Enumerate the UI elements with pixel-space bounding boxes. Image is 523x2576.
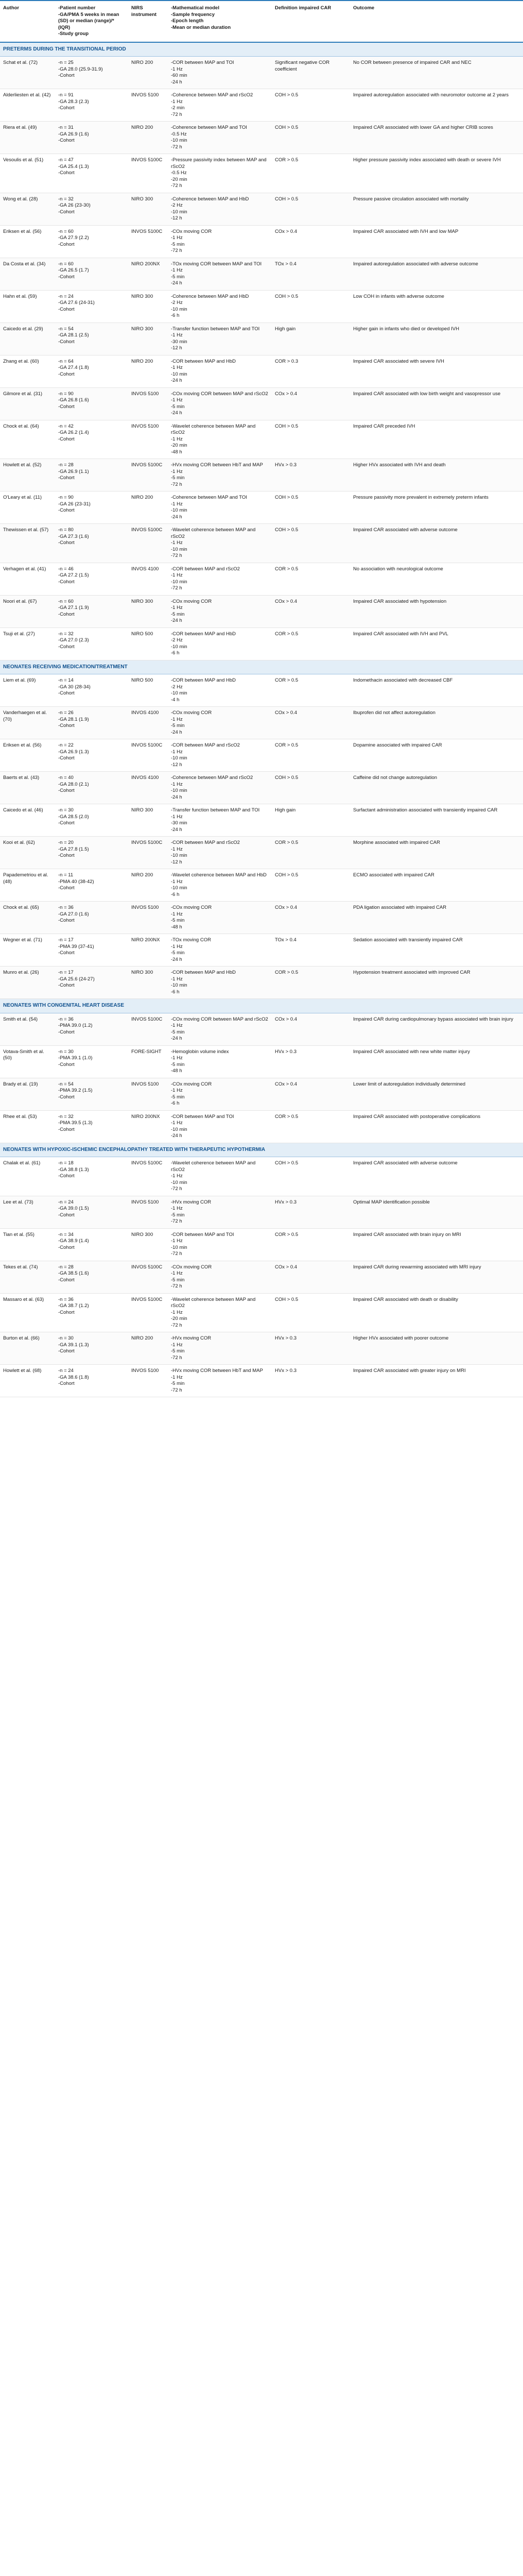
cell-outcome: Indomethacin associated with decreased CBF	[350, 674, 523, 707]
cell-outcome: Pressure passive circulation associated with mortality	[350, 193, 523, 225]
cell-nirs-instrument: NIRO 200	[128, 492, 168, 524]
cell-patients: -n = 32 -PMA 39.5 (1.3) -Cohort	[55, 1110, 128, 1143]
cell-outcome: Impaired CAR preceded IVH	[350, 420, 523, 459]
cell-author: Smith et al. (54)	[0, 1013, 55, 1045]
cell-outcome: Impaired CAR associated with postoperative complications	[350, 1110, 523, 1143]
cell-nirs-instrument: INVOS 5100C	[128, 1261, 168, 1293]
cell-nirs-instrument: NIRO 200NX	[128, 258, 168, 290]
cell-author: Caicedo et al. (29)	[0, 323, 55, 355]
cell-patients: -n = 11 -PMA 40 (38-42) -Cohort	[55, 869, 128, 902]
cell-nirs-instrument: INVOS 5100	[128, 420, 168, 459]
cell-impaired-car-definition: HVx > 0.3	[272, 1045, 350, 1078]
cell-mathematical-model: -COx moving COR -1 Hz -5 min -72 h	[168, 225, 272, 258]
cell-mathematical-model: -COR between MAP and HbD -1 Hz -10 min -6 h	[168, 967, 272, 999]
cell-impaired-car-definition: COH > 0.5	[272, 290, 350, 323]
cell-outcome: Impaired CAR associated with brain injury on MRI	[350, 1228, 523, 1261]
cell-patients: -n = 36 -PMA 39.0 (1.2) -Cohort	[55, 1013, 128, 1045]
table-row	[0, 1110, 523, 1143]
cell-nirs-instrument: NIRO 200	[128, 1332, 168, 1365]
cell-patients: -n = 42 -GA 26.2 (1.4) -Cohort	[55, 420, 128, 459]
cell-mathematical-model: -COR between MAP and TOI -1 Hz -10 min -24 h	[168, 1110, 272, 1143]
cell-outcome: Impaired CAR associated with severe IVH	[350, 355, 523, 387]
cell-impaired-car-definition: TOx > 0.4	[272, 258, 350, 290]
cell-patients: -n = 46 -GA 27.2 (1.5) -Cohort	[55, 563, 128, 595]
cell-mathematical-model: -Coherence between MAP and TOI -1 Hz -10 min -24 h	[168, 492, 272, 524]
cell-mathematical-model: -Hemoglobin volume index -1 Hz -5 min -48 h	[168, 1045, 272, 1078]
cell-impaired-car-definition: COH > 0.5	[272, 193, 350, 225]
table-header	[0, 1, 523, 42]
cell-nirs-instrument: NIRO 500	[128, 628, 168, 660]
cell-patients: -n = 20 -GA 27.8 (1.5) -Cohort	[55, 837, 128, 869]
cell-patients: -n = 24 -GA 27.6 (24-31) -Cohort	[55, 290, 128, 323]
cell-patients: -n = 60 -GA 26.5 (1.7) -Cohort	[55, 258, 128, 290]
header-impaired-car-definition: Definition impaired CAR	[272, 1, 350, 42]
cell-mathematical-model: -COR between MAP and TOI -1 Hz -60 min -24 h	[168, 57, 272, 89]
cell-patients: -n = 36 -GA 38.7 (1.2) -Cohort	[55, 1293, 128, 1332]
cell-mathematical-model: -Coherence between MAP and TOI -0.5 Hz -10 min -72 h	[168, 122, 272, 154]
cell-nirs-instrument: INVOS 5100C	[128, 1013, 168, 1045]
cell-outcome: Impaired CAR associated with death or disability	[350, 1293, 523, 1332]
cell-impaired-car-definition: COx > 0.4	[272, 387, 350, 420]
cell-mathematical-model: -HVx moving COR between HbT and MAP -1 Hz -5 min -72 h	[168, 1365, 272, 1397]
cell-outcome: Higher HVx associated with poorer outcome	[350, 1332, 523, 1365]
cell-nirs-instrument: NIRO 300	[128, 804, 168, 837]
cell-nirs-instrument: NIRO 300	[128, 967, 168, 999]
cell-outcome: Ibuprofen did not affect autoregulation	[350, 707, 523, 739]
cell-author: Votava-Smith et al. (50)	[0, 1045, 55, 1078]
cell-patients: -n = 64 -GA 27.4 (1.8) -Cohort	[55, 355, 128, 387]
cell-author: Kooi et al. (62)	[0, 837, 55, 869]
cell-impaired-car-definition: TOx > 0.4	[272, 934, 350, 967]
cell-mathematical-model: -Coherence between MAP and rScO2 -1 Hz -2 min -72 h	[168, 89, 272, 122]
cell-author: Tsuji et al. (27)	[0, 628, 55, 660]
cell-author: Massaro et al. (63)	[0, 1293, 55, 1332]
cell-patients: -n = 25 -GA 28.0 (25.9-31.9) -Cohort	[55, 57, 128, 89]
cell-impaired-car-definition: COx > 0.4	[272, 1013, 350, 1045]
cell-outcome: Surfactant administration associated with transiently impaired CAR	[350, 804, 523, 837]
cell-patients: -n = 18 -GA 38.8 (1.3) -Cohort	[55, 1157, 128, 1196]
cell-nirs-instrument: INVOS 5100	[128, 902, 168, 934]
cell-outcome: Impaired CAR associated with adverse outcome	[350, 524, 523, 563]
table-row	[0, 1078, 523, 1110]
header-nirs-instrument: NIRS instrument	[128, 1, 168, 42]
table-row	[0, 1196, 523, 1228]
cell-nirs-instrument: INVOS 5100C	[128, 837, 168, 869]
cell-patients: -n = 40 -GA 28.0 (2.1) -Cohort	[55, 772, 128, 804]
cell-author: Hahn et al. (59)	[0, 290, 55, 323]
cell-author: Wegner et al. (71)	[0, 934, 55, 967]
cell-patients: -n = 30 -GA 39.1 (1.3) -Cohort	[55, 1332, 128, 1365]
cell-mathematical-model: -COx moving COR between MAP and rScO2 -1 Hz -5 min -24 h	[168, 1013, 272, 1045]
cell-nirs-instrument: INVOS 5100	[128, 89, 168, 122]
cell-nirs-instrument: INVOS 4100	[128, 563, 168, 595]
cell-mathematical-model: -COx moving COR -1 Hz -5 min -24 h	[168, 595, 272, 628]
cell-nirs-instrument: NIRO 200	[128, 355, 168, 387]
cell-mathematical-model: -TOx moving COR between MAP and TOI -1 Hz -5 min -24 h	[168, 258, 272, 290]
cell-patients: -n = 90 -GA 26 (23-31) -Cohort	[55, 492, 128, 524]
cell-author: Vesoulis et al. (51)	[0, 154, 55, 193]
cell-impaired-car-definition: COH > 0.5	[272, 1293, 350, 1332]
cell-nirs-instrument: NIRO 200NX	[128, 934, 168, 967]
cell-patients: -n = 34 -GA 38.9 (1.4) -Cohort	[55, 1228, 128, 1261]
cell-outcome: Impaired CAR associated with greater injury on MRI	[350, 1365, 523, 1397]
cell-author: Howlett et al. (68)	[0, 1365, 55, 1397]
cell-mathematical-model: -COR between MAP and TOI -1 Hz -10 min -72 h	[168, 1228, 272, 1261]
cell-impaired-car-definition: COR > 0.5	[272, 739, 350, 772]
cell-nirs-instrument: NIRO 200	[128, 122, 168, 154]
cell-mathematical-model: -COR between MAP and rScO2 -1 Hz -10 min -12 h	[168, 739, 272, 772]
cell-impaired-car-definition: COH > 0.5	[272, 122, 350, 154]
cell-outcome: Impaired CAR associated with low birth weight and vasopressor use	[350, 387, 523, 420]
table-row	[0, 1228, 523, 1261]
section-title: NEONATES WITH CONGENITAL HEART DISEASE	[0, 999, 523, 1013]
table-row	[0, 934, 523, 967]
cell-outcome: Hypotension treatment associated with improved CAR	[350, 967, 523, 999]
cell-patients: -n = 31 -GA 26.9 (1.6) -Cohort	[55, 122, 128, 154]
cell-outcome: Impaired autoregulation associated with adverse outcome	[350, 258, 523, 290]
cell-nirs-instrument: INVOS 4100	[128, 772, 168, 804]
cell-nirs-instrument: INVOS 5100	[128, 1078, 168, 1110]
cell-impaired-car-definition: COH > 0.5	[272, 869, 350, 902]
cell-outcome: PDA ligation associated with impaired CAR	[350, 902, 523, 934]
cell-mathematical-model: -Transfer function between MAP and TOI -1 Hz -30 min -12 h	[168, 323, 272, 355]
cell-author: Liem et al. (69)	[0, 674, 55, 707]
cell-mathematical-model: -HVx moving COR -1 Hz -5 min -72 h	[168, 1332, 272, 1365]
section-header-row	[0, 42, 523, 57]
cell-nirs-instrument: INVOS 5100	[128, 1365, 168, 1397]
cell-impaired-car-definition: COR > 0.3	[272, 355, 350, 387]
table-row	[0, 1045, 523, 1078]
cell-author: Munro et al. (26)	[0, 967, 55, 999]
cell-impaired-car-definition: COR > 0.5	[272, 628, 350, 660]
cell-author: Papademetriou et al. (48)	[0, 869, 55, 902]
cell-nirs-instrument: INVOS 4100	[128, 707, 168, 739]
cell-outcome: ECMO associated with impaired CAR	[350, 869, 523, 902]
cell-mathematical-model: -Wavelet coherence between MAP and HbD -1 Hz -10 min -6 h	[168, 869, 272, 902]
cell-nirs-instrument: INVOS 5100C	[128, 739, 168, 772]
cell-nirs-instrument: INVOS 5100C	[128, 1293, 168, 1332]
cell-author: Gilmore et al. (31)	[0, 387, 55, 420]
cell-mathematical-model: -Coherence between MAP and HbD -2 Hz -10 min -12 h	[168, 193, 272, 225]
cell-author: Chock et al. (65)	[0, 902, 55, 934]
table-row	[0, 225, 523, 258]
cell-mathematical-model: -COR between MAP and HbD -2 Hz -10 min -4 h	[168, 674, 272, 707]
table-row	[0, 674, 523, 707]
cell-patients: -n = 32 -GA 27.0 (2.3) -Cohort	[55, 628, 128, 660]
cell-mathematical-model: -Wavelet coherence between MAP and rScO2 -1 Hz -10 min -72 h	[168, 524, 272, 563]
cell-nirs-instrument: INVOS 5100C	[128, 154, 168, 193]
cell-author: Noori et al. (67)	[0, 595, 55, 628]
cell-impaired-car-definition: HVx > 0.3	[272, 1365, 350, 1397]
cell-impaired-car-definition: COH > 0.5	[272, 772, 350, 804]
cell-patients: -n = 14 -GA 30 (28-34) -Cohort	[55, 674, 128, 707]
cell-mathematical-model: -COR between MAP and rScO2 -1 Hz -10 min -72 h	[168, 563, 272, 595]
cell-patients: -n = 17 -GA 25.6 (24-27) -Cohort	[55, 967, 128, 999]
table-row	[0, 524, 523, 563]
cell-impaired-car-definition: High gain	[272, 323, 350, 355]
cell-author: Brady et al. (19)	[0, 1078, 55, 1110]
header-patients: -Patient number -GA/PMA 5 weeks in mean (SD) or median (range)/*(IQR) -Study group	[55, 1, 128, 42]
cell-impaired-car-definition: COH > 0.5	[272, 1157, 350, 1196]
header-row	[0, 1, 523, 42]
cell-author: Riera et al. (49)	[0, 122, 55, 154]
cell-outcome: Pressure passivity more prevalent in extremely preterm infants	[350, 492, 523, 524]
cell-patients: -n = 36 -GA 27.0 (1.6) -Cohort	[55, 902, 128, 934]
cell-mathematical-model: -Transfer function between MAP and TOI -1 Hz -30 min -24 h	[168, 804, 272, 837]
section-header-row	[0, 999, 523, 1013]
cell-patients: -n = 91 -GA 28.3 (2.3) -Cohort	[55, 89, 128, 122]
table-row	[0, 1293, 523, 1332]
table-row	[0, 707, 523, 739]
table-row	[0, 459, 523, 492]
cell-impaired-car-definition: Significant negative COR coefficient	[272, 57, 350, 89]
cell-patients: -n = 80 -GA 27.3 (1.6) -Cohort	[55, 524, 128, 563]
cell-impaired-car-definition: COx > 0.4	[272, 1078, 350, 1110]
table-row	[0, 1157, 523, 1196]
cell-impaired-car-definition: COH > 0.5	[272, 492, 350, 524]
cell-outcome: No association with neurological outcome	[350, 563, 523, 595]
cell-outcome: Higher gain in infants who died or developed IVH	[350, 323, 523, 355]
table-row	[0, 57, 523, 89]
cell-mathematical-model: -TOx moving COR -1 Hz -5 min -24 h	[168, 934, 272, 967]
cell-patients: -n = 54 -GA 28.1 (2.5) -Cohort	[55, 323, 128, 355]
cell-outcome: Dopamine associated with impaired CAR	[350, 739, 523, 772]
table-row	[0, 154, 523, 193]
cell-author: Rhee et al. (53)	[0, 1110, 55, 1143]
cell-outcome: Impaired CAR associated with IVH and low MAP	[350, 225, 523, 258]
cell-nirs-instrument: NIRO 300	[128, 290, 168, 323]
cell-author: Chock et al. (64)	[0, 420, 55, 459]
table-row	[0, 355, 523, 387]
cell-impaired-car-definition: High gain	[272, 804, 350, 837]
table-row	[0, 122, 523, 154]
cell-author: Verhagen et al. (41)	[0, 563, 55, 595]
cell-author: Tekes et al. (74)	[0, 1261, 55, 1293]
table-row	[0, 739, 523, 772]
cell-outcome: Impaired CAR during cardiopulmonary bypass associated with brain injury	[350, 1013, 523, 1045]
cell-nirs-instrument: INVOS 5100C	[128, 1157, 168, 1196]
cell-outcome: Impaired CAR associated with new white matter injury	[350, 1045, 523, 1078]
cell-patients: -n = 24 -GA 39.0 (1.5) -Cohort	[55, 1196, 128, 1228]
cell-impaired-car-definition: COx > 0.4	[272, 1261, 350, 1293]
cell-outcome: Caffeine did not change autoregulation	[350, 772, 523, 804]
table-row	[0, 967, 523, 999]
cell-author: Vanderhaegen et al. (70)	[0, 707, 55, 739]
table-row	[0, 1332, 523, 1365]
cell-nirs-instrument: INVOS 5100	[128, 1196, 168, 1228]
cell-outcome: Higher pressure passivity index associated with death or severe IVH	[350, 154, 523, 193]
cell-nirs-instrument: FORE-SIGHT	[128, 1045, 168, 1078]
table-row	[0, 323, 523, 355]
cell-mathematical-model: -Wavelet coherence between MAP and rScO2 -1 Hz -20 min -48 h	[168, 420, 272, 459]
section-title: NEONATES WITH HYPOXIC-ISCHEMIC ENCEPHALOPATHY TREATED WITH THERAPEUTIC HYPOTHERMIA	[0, 1143, 523, 1157]
cell-patients: -n = 30 -GA 28.5 (2.0) -Cohort	[55, 804, 128, 837]
cell-impaired-car-definition: COR > 0.5	[272, 1228, 350, 1261]
cell-author: Alderliesten et al. (42)	[0, 89, 55, 122]
cell-patients: -n = 28 -GA 26.9 (1.1) -Cohort	[55, 459, 128, 492]
table-row	[0, 492, 523, 524]
cell-author: Eriksen et al. (56)	[0, 739, 55, 772]
table-row	[0, 290, 523, 323]
table-row	[0, 1013, 523, 1045]
cell-impaired-car-definition: HVx > 0.3	[272, 1332, 350, 1365]
cell-nirs-instrument: NIRO 200	[128, 57, 168, 89]
cell-mathematical-model: -COR between MAP and HbD -1 Hz -10 min -24 h	[168, 355, 272, 387]
cell-mathematical-model: -COx moving COR -1 Hz -5 min -24 h	[168, 707, 272, 739]
cell-patients: -n = 32 -GA 26 (23-30) -Cohort	[55, 193, 128, 225]
cell-mathematical-model: -COR between MAP and HbD -2 Hz -10 min -6 h	[168, 628, 272, 660]
header-outcome: Outcome	[350, 1, 523, 42]
cell-mathematical-model: -COx moving COR between MAP and rScO2 -1 Hz -5 min -24 h	[168, 387, 272, 420]
cell-outcome: Impaired CAR during rewarming associated with MRI injury	[350, 1261, 523, 1293]
table-row	[0, 869, 523, 902]
cell-author: Thewissen et al. (57)	[0, 524, 55, 563]
table-row	[0, 193, 523, 225]
cell-mathematical-model: -COR between MAP and rScO2 -1 Hz -10 min -12 h	[168, 837, 272, 869]
table-row	[0, 1261, 523, 1293]
cell-patients: -n = 24 -GA 38.6 (1.8) -Cohort	[55, 1365, 128, 1397]
cell-outcome: Sedation associated with transiently impaired CAR	[350, 934, 523, 967]
table-row	[0, 387, 523, 420]
section-title: PRETERMS DURING THE TRANSITIONAL PERIOD	[0, 42, 523, 57]
cell-nirs-instrument: INVOS 5100C	[128, 524, 168, 563]
cell-mathematical-model: -COx moving COR -1 Hz -5 min -6 h	[168, 1078, 272, 1110]
table-row	[0, 89, 523, 122]
cell-outcome: Impaired CAR associated with IVH and PVL	[350, 628, 523, 660]
cell-impaired-car-definition: HVx > 0.3	[272, 1196, 350, 1228]
cell-outcome: Morphine associated with impaired CAR	[350, 837, 523, 869]
cell-impaired-car-definition: COR > 0.5	[272, 154, 350, 193]
cell-patients: -n = 60 -GA 27.9 (2.2) -Cohort	[55, 225, 128, 258]
table-row	[0, 837, 523, 869]
cell-patients: -n = 17 -PMA 39 (37-41) -Cohort	[55, 934, 128, 967]
cell-mathematical-model: -Wavelet coherence between MAP and rScO2 -1 Hz -20 min -72 h	[168, 1293, 272, 1332]
cell-impaired-car-definition: HVx > 0.3	[272, 459, 350, 492]
table-row	[0, 595, 523, 628]
cell-author: Caicedo et al. (46)	[0, 804, 55, 837]
cell-patients: -n = 28 -GA 38.5 (1.6) -Cohort	[55, 1261, 128, 1293]
table-row	[0, 258, 523, 290]
table-row	[0, 1365, 523, 1397]
table-row	[0, 628, 523, 660]
cell-impaired-car-definition: COR > 0.5	[272, 967, 350, 999]
table-row	[0, 563, 523, 595]
cell-mathematical-model: -COx moving COR -1 Hz -5 min -48 h	[168, 902, 272, 934]
cell-outcome: Impaired CAR associated with lower GA and higher CRIB scores	[350, 122, 523, 154]
table-row	[0, 902, 523, 934]
cell-mathematical-model: -HVx moving COR between HbT and MAP -1 Hz -5 min -72 h	[168, 459, 272, 492]
cell-mathematical-model: -Coherence between MAP and HbD -2 Hz -10 min -6 h	[168, 290, 272, 323]
cell-nirs-instrument: INVOS 5100C	[128, 459, 168, 492]
section-header-row	[0, 1143, 523, 1157]
cell-outcome: No COR between presence of impaired CAR and NEC	[350, 57, 523, 89]
cell-patients: -n = 60 -GA 27.1 (1.9) -Cohort	[55, 595, 128, 628]
cell-author: Eriksen et al. (56)	[0, 225, 55, 258]
cell-outcome: Low COH in infants with adverse outcome	[350, 290, 523, 323]
section-header-row	[0, 660, 523, 674]
cell-outcome: Impaired CAR associated with adverse outcome	[350, 1157, 523, 1196]
cell-impaired-car-definition: COH > 0.5	[272, 420, 350, 459]
cell-outcome: Higher HVx associated with IVH and death	[350, 459, 523, 492]
header-mathematical-model: -Mathematical model -Sample frequency -Epoch length -Mean or median duration	[168, 1, 272, 42]
cell-author: Zhang et al. (60)	[0, 355, 55, 387]
cell-nirs-instrument: NIRO 300	[128, 193, 168, 225]
cell-impaired-car-definition: COH > 0.5	[272, 89, 350, 122]
cell-author: Tian et al. (55)	[0, 1228, 55, 1261]
cell-author: Da Costa et al. (34)	[0, 258, 55, 290]
cell-nirs-instrument: INVOS 5100	[128, 387, 168, 420]
table-row	[0, 804, 523, 837]
header-author: Author	[0, 1, 55, 42]
cell-nirs-instrument: INVOS 5100C	[128, 225, 168, 258]
cell-outcome: Optimal MAP identification possible	[350, 1196, 523, 1228]
cell-outcome: Lower limit of autoregulation individually determined	[350, 1078, 523, 1110]
cell-author: Schat et al. (72)	[0, 57, 55, 89]
cell-nirs-instrument: NIRO 300	[128, 595, 168, 628]
cell-nirs-instrument: NIRO 300	[128, 323, 168, 355]
cell-author: Wong et al. (28)	[0, 193, 55, 225]
cell-impaired-car-definition: COR > 0.5	[272, 674, 350, 707]
cell-author: Baerts et al. (43)	[0, 772, 55, 804]
cell-author: Burton et al. (66)	[0, 1332, 55, 1365]
cell-outcome: Impaired autoregulation associated with neuromotor outcome at 2 years	[350, 89, 523, 122]
cell-mathematical-model: -Wavelet coherence between MAP and rScO2 -1 Hz -10 min -72 h	[168, 1157, 272, 1196]
cell-patients: -n = 30 -PMA 39.1 (1.0) -Cohort	[55, 1045, 128, 1078]
cell-impaired-car-definition: COR > 0.5	[272, 837, 350, 869]
cell-author: Lee et al. (73)	[0, 1196, 55, 1228]
cell-nirs-instrument: NIRO 300	[128, 1228, 168, 1261]
cell-impaired-car-definition: COx > 0.4	[272, 902, 350, 934]
cell-outcome: Impaired CAR associated with hypotension	[350, 595, 523, 628]
cell-impaired-car-definition: COx > 0.4	[272, 225, 350, 258]
cell-mathematical-model: -HVx moving COR -1 Hz -5 min -72 h	[168, 1196, 272, 1228]
cell-patients: -n = 22 -GA 26.9 (1.3) -Cohort	[55, 739, 128, 772]
cell-author: Chalak et al. (61)	[0, 1157, 55, 1196]
table-row	[0, 772, 523, 804]
cell-impaired-car-definition: COx > 0.4	[272, 595, 350, 628]
cell-impaired-car-definition: COH > 0.5	[272, 524, 350, 563]
cell-impaired-car-definition: COR > 0.5	[272, 563, 350, 595]
cell-nirs-instrument: NIRO 200NX	[128, 1110, 168, 1143]
cell-impaired-car-definition: COx > 0.4	[272, 707, 350, 739]
cell-patients: -n = 54 -PMA 39.2 (1.5) -Cohort	[55, 1078, 128, 1110]
table-row	[0, 420, 523, 459]
cell-patients: -n = 26 -GA 28.1 (1.9) -Cohort	[55, 707, 128, 739]
table-body	[0, 42, 523, 1397]
cell-mathematical-model: -COx moving COR -1 Hz -5 min -72 h	[168, 1261, 272, 1293]
cell-impaired-car-definition: COR > 0.5	[272, 1110, 350, 1143]
cell-author: Howlett et al. (52)	[0, 459, 55, 492]
section-title: NEONATES RECEIVING MEDICATION/TREATMENT	[0, 660, 523, 674]
cell-nirs-instrument: NIRO 200	[128, 869, 168, 902]
cell-mathematical-model: -Coherence between MAP and rScO2 -1 Hz -10 min -24 h	[168, 772, 272, 804]
cell-patients: -n = 90 -GA 26.8 (1.6) -Cohort	[55, 387, 128, 420]
cell-author: O'Leary et al. (11)	[0, 492, 55, 524]
cell-mathematical-model: -Pressure passivity index between MAP and rScO2 -0.5 Hz -20 min -72 h	[168, 154, 272, 193]
cell-patients: -n = 47 -GA 25.4 (1.3) -Cohort	[55, 154, 128, 193]
cell-nirs-instrument: NIRO 500	[128, 674, 168, 707]
